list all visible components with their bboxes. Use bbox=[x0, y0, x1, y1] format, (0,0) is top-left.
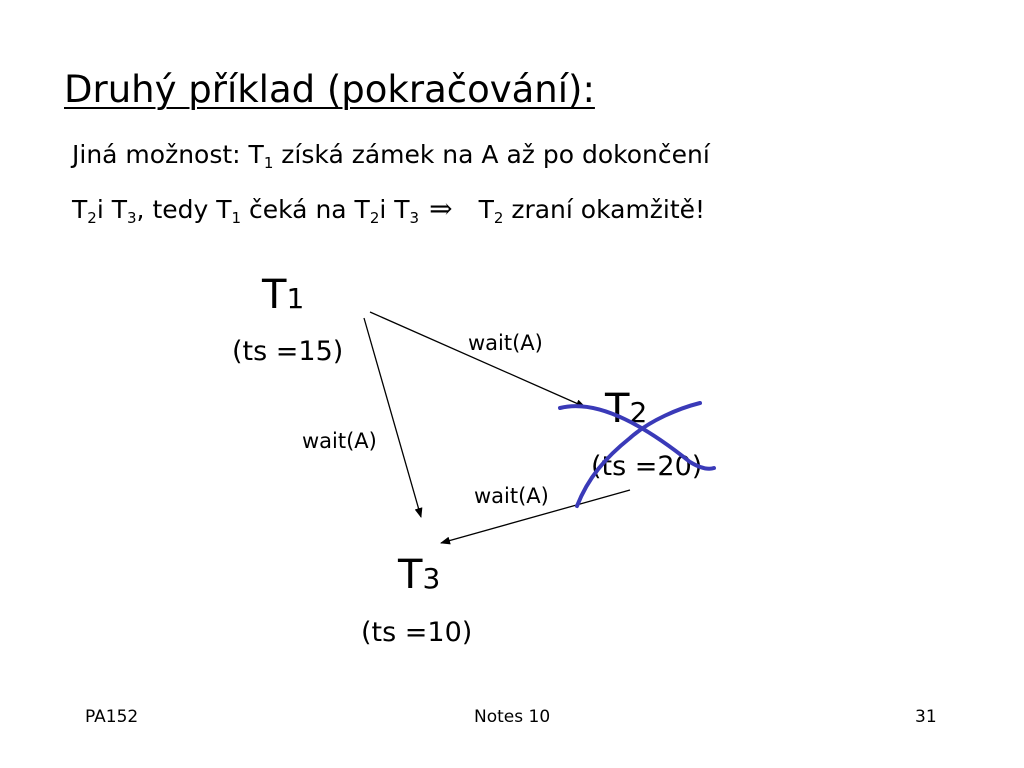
line2-sub-2: 2 bbox=[87, 209, 97, 227]
node-t3-letter: T bbox=[398, 552, 423, 598]
line2-sub-1: 1 bbox=[231, 209, 242, 227]
cross-out-stroke-1 bbox=[560, 406, 714, 469]
slide-title: Druhý příklad (pokračování): bbox=[64, 68, 595, 111]
node-t2-letter: T bbox=[605, 386, 630, 432]
line2-end-sub: 2 bbox=[493, 209, 504, 227]
edge-label-t2-t3: wait(A) bbox=[474, 484, 549, 508]
line2-end-t: T bbox=[478, 195, 494, 224]
edge-arrow-t1-t3 bbox=[364, 318, 421, 517]
footer-page-number: 31 bbox=[915, 707, 937, 727]
line2-end-text: zraní okamžitě! bbox=[503, 195, 706, 224]
edge-label-t1-t2: wait(A) bbox=[468, 331, 543, 355]
line2-i-t3b: i T bbox=[379, 195, 410, 224]
node-t1-letter: T bbox=[262, 272, 287, 318]
node-t3-num: 3 bbox=[422, 562, 441, 595]
line2-sub-3: 3 bbox=[127, 209, 137, 227]
node-t3-ts: (ts =10) bbox=[361, 617, 473, 648]
line2-i-t3: i T bbox=[96, 195, 127, 224]
footer-course: PA152 bbox=[85, 707, 139, 727]
edge-arrow-t2-t3 bbox=[441, 490, 630, 543]
line1-sub-1: 1 bbox=[263, 154, 274, 172]
edge-arrow-t1-t2 bbox=[370, 312, 585, 407]
edge-label-t1-t3: wait(A) bbox=[302, 429, 377, 453]
node-t2-ts: (ts =20) bbox=[591, 451, 703, 482]
node-t1-num: 1 bbox=[286, 282, 305, 315]
implies-arrow-icon: ⇒ bbox=[429, 192, 453, 225]
line1-text-b: získá zámek na A až po dokončení bbox=[273, 140, 710, 169]
line2-sub-3b: 3 bbox=[409, 209, 420, 227]
line2-ceka-na-t: čeká na T bbox=[241, 195, 370, 224]
node-t1-ts: (ts =15) bbox=[232, 336, 344, 367]
line1-text-a: Jiná možnost: T bbox=[72, 140, 264, 169]
line2-sub-2b: 2 bbox=[369, 209, 380, 227]
line2-t2: T bbox=[72, 195, 88, 224]
line2-tedy-t: , tedy T bbox=[136, 195, 232, 224]
node-t2-num: 2 bbox=[629, 396, 648, 429]
footer-notes: Notes 10 bbox=[474, 707, 551, 727]
